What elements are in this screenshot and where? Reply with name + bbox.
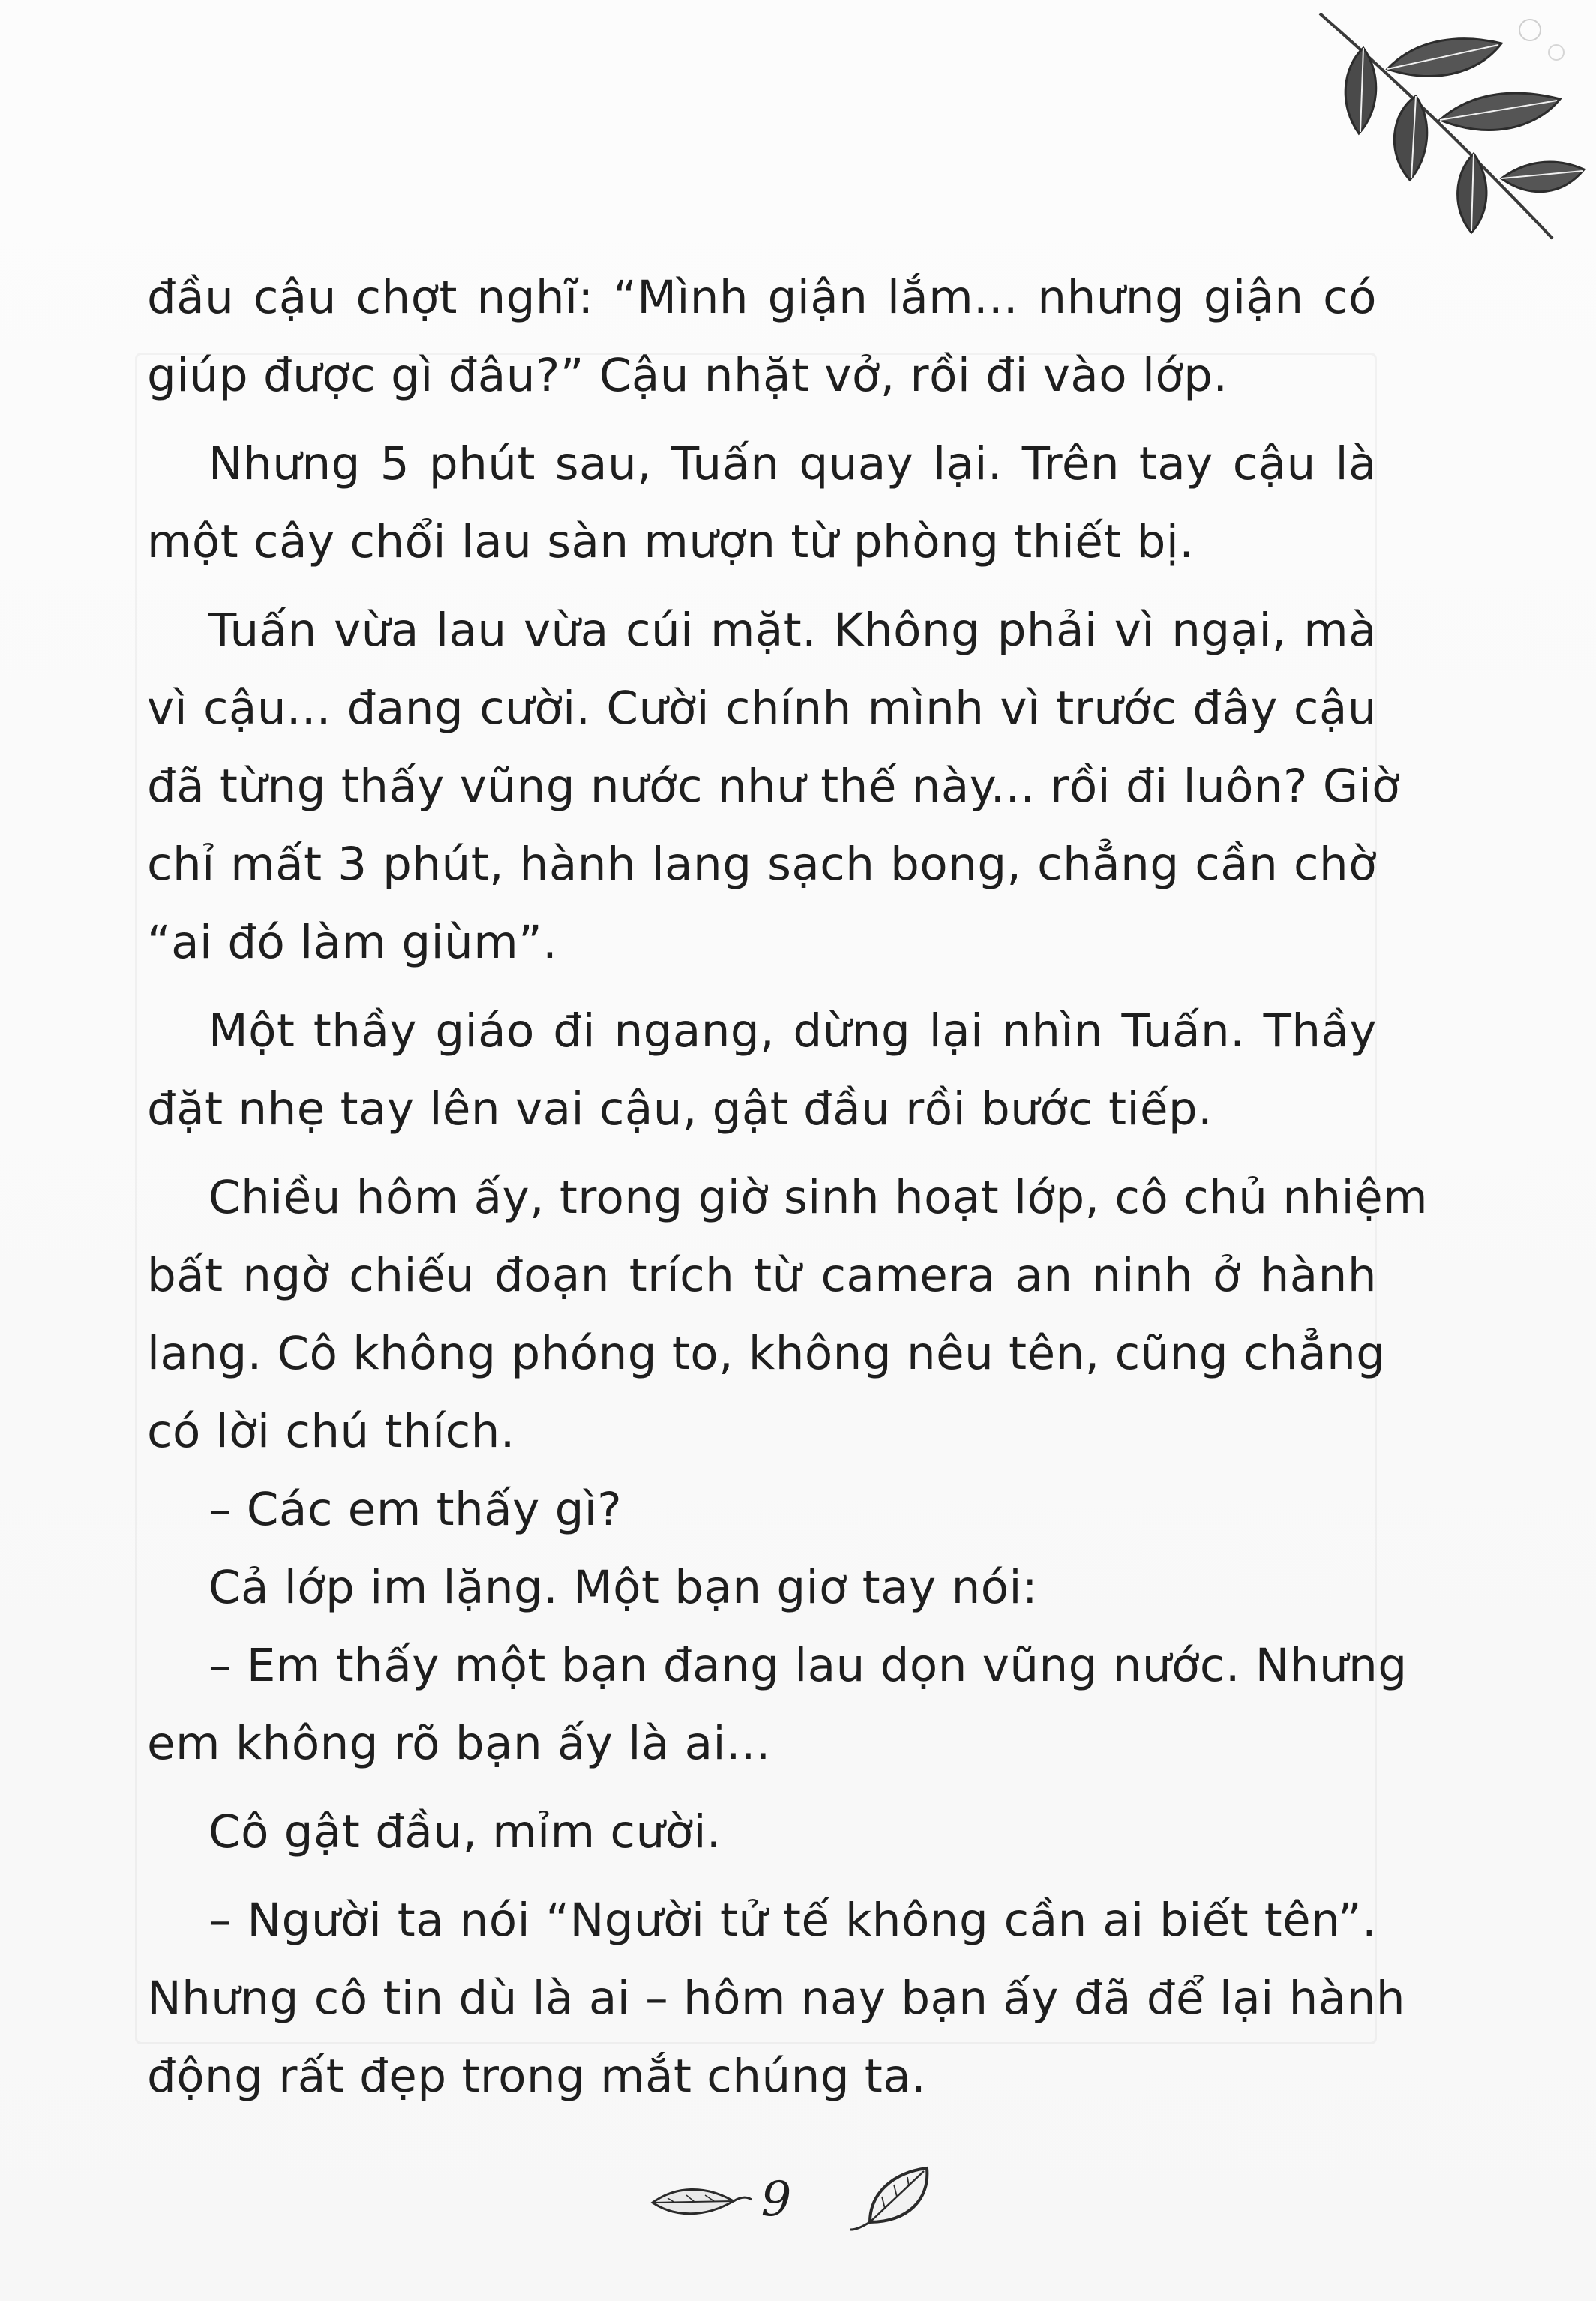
text-line: đầu cậu chợt nghĩ: “Mình giận lắm... nhưng giận có <box>147 271 1377 324</box>
text-line: đã từng thấy vũng nước như thế này... rồi đi luôn? Giờ <box>147 760 1400 813</box>
text-line: “ai đó làm giùm”. <box>147 916 558 969</box>
leaf-right-icon <box>850 2168 927 2230</box>
paragraph <box>147 1549 1377 1627</box>
text-line: chỉ mất 3 phút, hành lang sạch bong, chẳng cần chờ <box>147 838 1377 891</box>
text-line: vì cậu... đang cười. Cười chính mình vì trước đây cậu <box>147 682 1377 735</box>
page-number: 9 <box>760 2172 792 2228</box>
paragraph <box>147 1471 1377 1549</box>
text-line: Nhưng cô tin dù là ai – hôm nay bạn ấy đã để lại hành <box>147 1972 1406 2025</box>
text-line: Cô gật đầu, mỉm cười. <box>208 1805 722 1858</box>
text-line: có lời chú thích. <box>147 1405 515 1458</box>
text-line: động rất đẹp trong mắt chúng ta. <box>147 2050 927 2103</box>
text-line: Tuấn vừa lau vừa cúi mặt. Không phải vì ngại, mà <box>208 604 1377 657</box>
text-line: đặt nhẹ tay lên vai cậu, gật đầu rồi bước tiếp. <box>147 1082 1214 1136</box>
leaf-branch-icon <box>1305 0 1590 248</box>
paragraph <box>147 1793 1377 1871</box>
text-line: Một thầy giáo đi ngang, dừng lại nhìn Tuấn. Thầy <box>208 1004 1377 1058</box>
text-line: em không rõ bạn ấy là ai... <box>147 1717 771 1770</box>
text-line: – Em thấy một bạn đang lau dọn vũng nước. Nhưng <box>208 1639 1408 1692</box>
text-line: một cây chổi lau sàn mượn từ phòng thiết bị. <box>147 515 1195 568</box>
text-line: Cả lớp im lặng. Một bạn giơ tay nói: <box>208 1561 1039 1614</box>
text-line: giúp được gì đâu?” Cậu nhặt vở, rồi đi vào lớp. <box>147 349 1228 402</box>
text-line: Chiều hôm ấy, trong giờ sinh hoạt lớp, cô chủ nhiệm <box>208 1171 1429 1224</box>
paragraph <box>147 1882 1406 2116</box>
text-line: bất ngờ chiếu đoạn trích từ camera an ninh ở hành <box>147 1249 1377 1302</box>
footer-ornament <box>645 2164 975 2239</box>
text-line: – Các em thấy gì? <box>208 1483 622 1536</box>
paragraph <box>147 592 1400 982</box>
text-line: lang. Cô không phóng to, không nêu tên, cũng chẳng <box>147 1327 1386 1380</box>
body-text <box>147 259 1429 2116</box>
paragraph <box>147 259 1377 415</box>
paragraph <box>147 425 1377 581</box>
text-line: – Người ta nói “Người tử tế không cần ai biết tên”. <box>208 1894 1377 1947</box>
leaf-left-icon <box>652 2189 752 2213</box>
text-line: Nhưng 5 phút sau, Tuấn quay lại. Trên tay cậu là <box>208 437 1377 490</box>
paragraph <box>147 1159 1429 1471</box>
paragraph <box>147 1627 1408 1783</box>
paragraph <box>147 992 1377 1148</box>
